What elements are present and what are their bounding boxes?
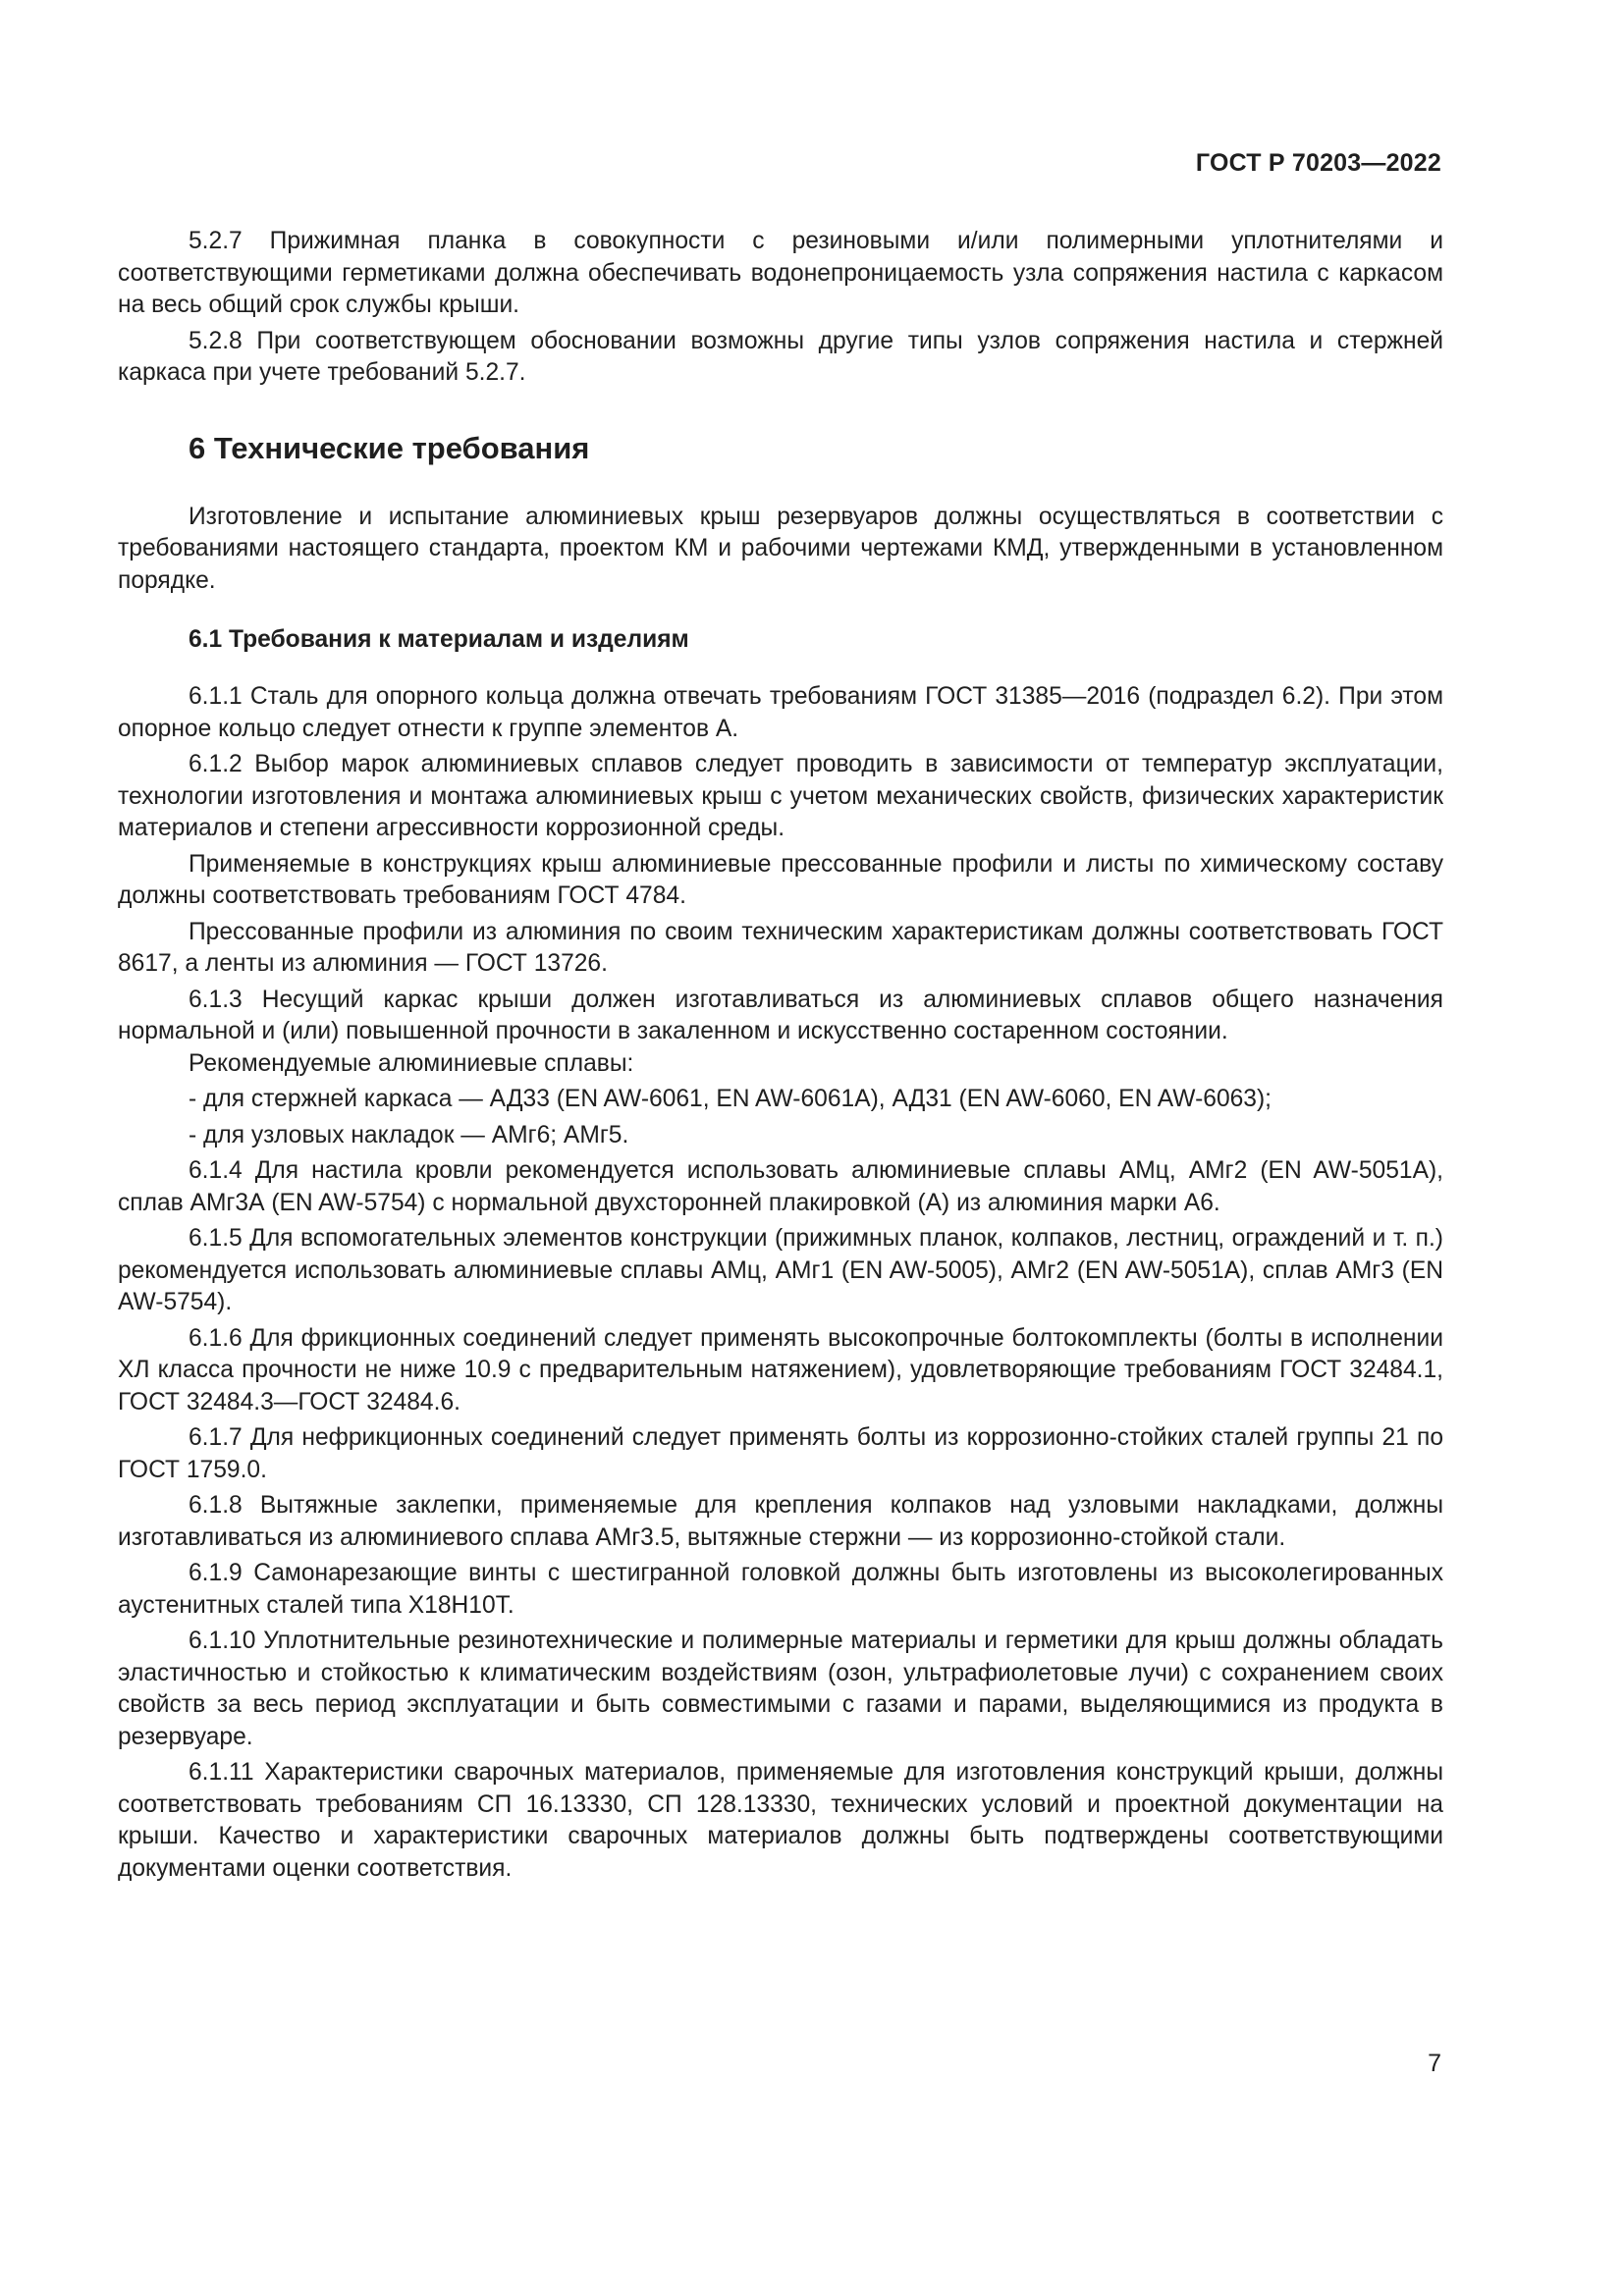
paragraph-6-1-2: 6.1.2 Выбор марок алюминиевых сплавов следует проводить в зависимости от температур эксплуатации, технологии изготовления и монтажа алюминиевых крыш с учетом механических свойств, физических характеристик материалов и степени агрессивности коррозионной среды. <box>118 751 1443 841</box>
section-intro: Изготовление и испытание алюминиевых крыш резервуаров должны осуществляться в соответствии с требованиями настоящего стандарта, проектом КМ и рабочими чертежами КМД, утвержденными в установленном порядке. <box>118 503 1443 594</box>
paragraph-6-1-9: 6.1.9 Самонарезающие винты с шестигранной головкой должны быть изготовлены из высоколегированных аустенитных сталей типа Х18Н10Т. <box>118 1560 1443 1619</box>
paragraph-6-1-3: 6.1.3 Несущий каркас крыши должен изготавливаться из алюминиевых сплавов общего назначения нормальной и (или) повышенной прочности в закаленном и искусственно состаренном состоянии. <box>118 986 1443 1044</box>
paragraph-6-1-7: 6.1.7 Для нефрикционных соединений следует применять болты из коррозионно-стойких сталей группы 21 по ГОСТ 1759.0. <box>118 1424 1443 1483</box>
list-item-frame-rods: - для стержней каркаса — АД33 (EN AW-6061, EN AW-6061A), АД31 (EN AW-6060, EN AW-6063); <box>189 1086 1272 1112</box>
paragraph-6-1-4: 6.1.4 Для настила кровли рекомендуется использовать алюминиевые сплавы АМц, АМг2 (EN AW-5051A), сплав АМг3А (EN AW-5754) с нормальной двухсторонней плакировкой (А) из алюминия марки А6. <box>118 1157 1443 1216</box>
paragraph-pressed-profiles: Прессованные профили из алюминия по своим техническим характеристикам должны соответствовать ГОСТ 8617, а ленты из алюминия — ГОСТ 13726. <box>118 918 1443 977</box>
section-title: 6 Технические требования <box>189 430 590 465</box>
paragraph-6-1-6: 6.1.6 Для фрикционных соединений следует применять высокопрочные болтокомплекты (болты в исполнении ХЛ класса прочности не ниже 10.9 с предварительным натяжением), удовлетворяющие требованиям ГОСТ 32484.1, ГОСТ 32484.3—ГОСТ 32484.6. <box>118 1324 1443 1415</box>
list-item-node-plates: - для узловых накладок — АМг6; АМг5. <box>189 1121 629 1148</box>
paragraph-5-2-8: 5.2.8 При соответствующем обосновании возможны другие типы узлов сопряжения настила и стержней каркаса при учете требований 5.2.7. <box>118 327 1443 386</box>
paragraph-6-1-10: 6.1.10 Уплотнительные резинотехнические и полимерные материалы и герметики для крыш должны обладать эластичностью и стойкостью к климатическим воздействиям (озон, ультрафиолетовые лучи) с сохранением своих свойств за весь период эксплуатации и быть совместимыми с газами и парами, выделяющимися из продукта в резервуаре. <box>118 1628 1443 1750</box>
page-body <box>118 226 1443 1885</box>
paragraph-profiles-composition: Применяемые в конструкциях крыш алюминиевые прессованные профили и листы по химическому составу должны соответствовать требованиям ГОСТ 4784. <box>118 850 1443 909</box>
paragraph-6-1-8: 6.1.8 Вытяжные заклепки, применяемые для крепления колпаков над узловыми накладками, должны изготавливаться из алюминиевого сплава АМг3.5, вытяжные стержни — из коррозионно-стойкой стали. <box>118 1492 1443 1551</box>
paragraph-6-1-11: 6.1.11 Характеристики сварочных материалов, применяемые для изготовления конструкций крыши, должны соответствовать требованиям СП 16.13330, СП 128.13330, технических условий и проектной документации на крыши. Качество и характеристики сварочных материалов должны быть подтверждены соответствующими документами оценки соответствия. <box>118 1759 1443 1882</box>
subsection-title: 6.1 Требования к материалам и изделиям <box>189 626 689 653</box>
paragraph-6-1-1: 6.1.1 Сталь для опорного кольца должна отвечать требованиям ГОСТ 31385—2016 (подраздел 6.2). При этом опорное кольцо следует отнести к группе элементов А. <box>118 683 1443 742</box>
page-number: 7 <box>1428 2050 1441 2077</box>
document-code: ГОСТ Р 70203—2022 <box>1195 149 1441 177</box>
paragraph-5-2-7: 5.2.7 Прижимная планка в совокупности с резиновыми и/или полимерными уплотнителями и соответствующими герметиками должна обеспечивать водонепроницаемость узла сопряжения настила с каркасом на весь общий срок службы крыши. <box>118 228 1443 318</box>
paragraph-recommended-alloys: Рекомендуемые алюминиевые сплавы: <box>189 1049 634 1077</box>
paragraph-6-1-5: 6.1.5 Для вспомогательных элементов конструкции (прижимных планок, колпаков, лестниц, ограждений и т. п.) рекомендуется использовать алюминиевые сплавы АМц, АМг1 (EN AW-5005), АМг2 (EN AW-5051A), сплав АМг3 (EN AW-5754). <box>118 1225 1443 1315</box>
